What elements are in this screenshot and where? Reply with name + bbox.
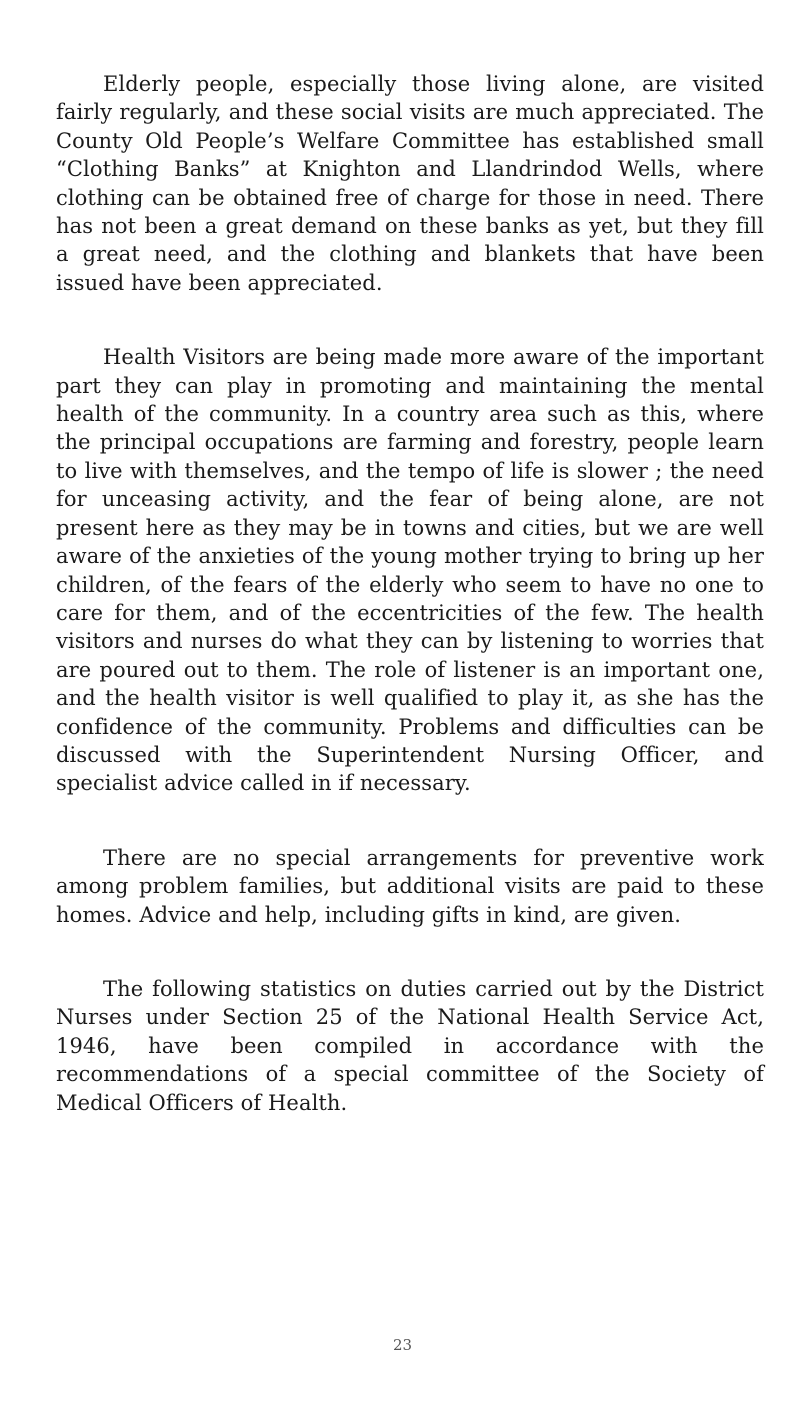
page-number: 23 — [393, 1336, 413, 1354]
paragraph-district-nurses-statistics: The following statistics on duties carried out by the District Nurses under Section 25 of the National Health Service Act, 1946, have been compiled in accordance with the recommendations of a special committee of the Society of Medical Officers of Health. — [56, 976, 764, 1115]
paragraph-problem-families: There are no special arrangements for preventive work among problem families, but additional visits are paid to these homes. Advice and help, including gifts in kind, are given. — [56, 845, 764, 927]
document-page — [56, 70, 764, 1117]
paragraph-elderly-people: Elderly people, especially those living alone, are visited fairly regularly, and these social visits are much appreciated. The County Old People’s Welfare Committee has established small “Clothing Banks” at Knighton and Llandrindod Wells, where clothing can be obtained free of charge for those in need. There has not been a great demand on these banks as yet, but they fill a great need, and the clothing and blankets that have been issued have been appreciated. — [56, 72, 764, 295]
paragraph-health-visitors: Health Visitors are being made more aware of the important part they can play in promoting and maintaining the mental health of the community. In a country area such as this, where the principal occupations are farming and forestry, people learn to live with themselves, and the tempo of life is slower ; the need for unceasing activity, and the fear of being alone, are not present here as they may be in towns and cities, but we are well aware of the anxieties of the young mother trying to bring up her children, of the fears of the elderly who seem to have no one to care for them, and of the eccentricities of the few. The health visitors and nurses do what they can by listening to worries that are poured out to them. The role of listener is an important one, and the health visitor is well qualified to play it, as she has the confidence of the community. Problems and difficulties can be discussed with the Superintendent Nursing Officer, and specialist advice called in if necessary. — [56, 345, 764, 796]
